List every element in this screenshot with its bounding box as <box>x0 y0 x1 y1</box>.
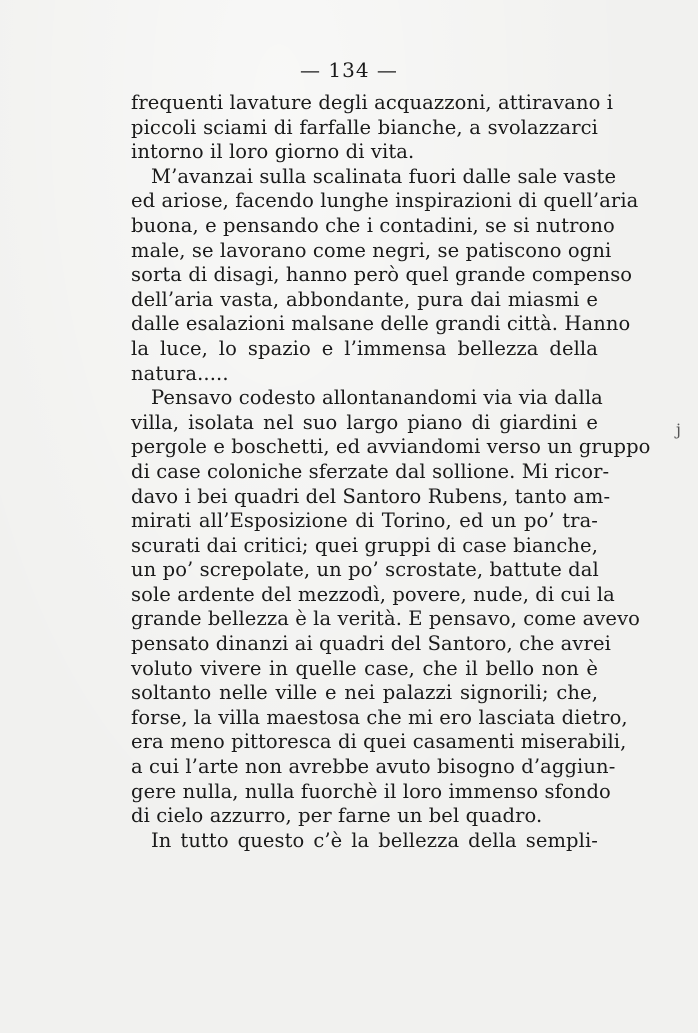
text-line: gere nulla, nulla fuorchè il loro immenso sfondo <box>131 779 611 803</box>
text-line: ed ariose, facendo lunghe inspirazioni di quell’aria <box>131 189 639 213</box>
text-line: M’avanzai sulla scalinata fuori dalle sale vaste <box>151 164 617 188</box>
body-text <box>131 91 651 853</box>
text-line: piccoli sciami di farfalle bianche, a svolazzarci <box>131 115 598 139</box>
text-line: a cui l’arte non avrebbe avuto bisogno d’aggiun- <box>131 755 616 779</box>
margin-mark: j <box>676 420 681 439</box>
text-line: natura..... <box>131 361 229 385</box>
text-line: dell’aria vasta, abbondante, pura dai miasmi e <box>131 287 598 311</box>
text-line: forse, la villa maestosa che mi ero lasciata dietro, <box>131 705 628 729</box>
text-line: dalle esalazioni malsane delle grandi città. Hanno <box>131 312 631 336</box>
text-line: pergole e boschetti, ed avviandomi verso un gruppo <box>131 435 651 459</box>
text-line: villa, isolata nel suo largo piano di giardini e <box>131 410 598 434</box>
text-line: soltanto nelle ville e nei palazzi signorili; che, <box>131 681 598 705</box>
text-line: la luce, lo spazio e l’immensa bellezza della <box>131 336 598 360</box>
text-line: era meno pittoresca di quei casamenti miserabili, <box>131 730 627 754</box>
text-line: grande bellezza è la verità. E pensavo, come avevo <box>131 607 641 631</box>
text-line: un po’ screpolate, un po’ scrostate, battute dal <box>131 558 599 582</box>
text-line: intorno il loro giorno di vita. <box>131 140 415 164</box>
text-line: di cielo azzurro, per farne un bel quadro. <box>131 804 543 828</box>
text-line: sorta di disagi, hanno però quel grande compenso <box>131 263 633 287</box>
text-line: In tutto questo c’è la bellezza della sempli- <box>151 828 598 852</box>
text-line: davo i bei quadri del Santoro Rubens, tanto am- <box>131 484 611 508</box>
text-line: Pensavo codesto allontanandomi via via dalla <box>151 386 603 410</box>
text-line: male, se lavorano come negri, se patiscono ogni <box>131 238 612 262</box>
text-line: frequenti lavature degli acquazzoni, attiravano i <box>131 91 614 114</box>
page-number: — 134 — <box>300 58 398 82</box>
text-line: buona, e pensando che i contadini, se si nutrono <box>131 213 615 237</box>
text-line: sole ardente del mezzodì, povere, nude, di cui la <box>131 582 615 606</box>
text-line: voluto vivere in quelle case, che il bello non è <box>131 656 598 680</box>
text-line: pensato dinanzi ai quadri del Santoro, che avrei <box>131 632 611 656</box>
text-line: di case coloniche sferzate dal sollione. Mi ricor- <box>131 459 610 483</box>
text-line: scurati dai critici; quei gruppi di case bianche, <box>131 533 598 557</box>
text-line: mirati all’Esposizione di Torino, ed un po’ tra- <box>131 509 598 533</box>
